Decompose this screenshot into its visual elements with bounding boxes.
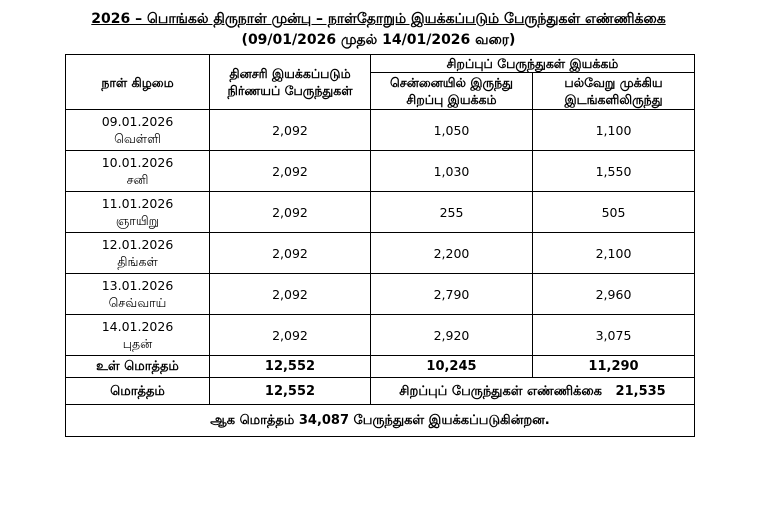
grand-total: ஆக மொத்தம் 34,087 பேருந்துகள் இயக்கப்படுகின்றன. [66, 405, 695, 437]
cell-date: 14.01.2026 [101, 319, 174, 334]
header-regular [210, 55, 371, 110]
total-label: மொத்தம் [66, 378, 210, 405]
table-row [66, 233, 695, 274]
cell-chennai: 1,050 [371, 110, 533, 151]
cell-other: 2,960 [533, 274, 695, 315]
cell-day: வெள்ளி [114, 131, 161, 146]
cell-other: 3,075 [533, 315, 695, 356]
document-subtitle: (09/01/2026 முதல் 14/01/2026 வரை) [241, 32, 516, 48]
cell-date-day [66, 315, 210, 356]
header-other-line1: பல்வேறு முக்கிய [564, 75, 663, 91]
cell-day: திங்கள் [117, 254, 158, 269]
table-row [66, 110, 695, 151]
total-special [371, 378, 695, 405]
subtotal-chennai: 10,245 [371, 356, 533, 378]
cell-date: 10.01.2026 [101, 155, 174, 170]
header-chennai-line2: சிறப்பு இயக்கம் [406, 92, 497, 108]
document-title [0, 9, 757, 29]
grand-total-row [66, 405, 695, 437]
table-row [66, 315, 695, 356]
table-row [66, 274, 695, 315]
cell-date-day [66, 192, 210, 233]
cell-regular: 2,092 [210, 192, 371, 233]
cell-day: சனி [126, 172, 149, 187]
header-other-line2: இடங்களிலிருந்து [564, 92, 663, 108]
cell-date: 13.01.2026 [101, 278, 174, 293]
cell-regular: 2,092 [210, 151, 371, 192]
cell-other: 2,100 [533, 233, 695, 274]
header-other [533, 73, 695, 110]
cell-chennai: 2,920 [371, 315, 533, 356]
cell-regular: 2,092 [210, 233, 371, 274]
cell-chennai: 255 [371, 192, 533, 233]
title-text: 2026 – பொங்கல் திருநாள் முன்பு – நாள்தோறும் இயக்கப்படும் பேருந்துகள் எண்ணிக்கை [91, 11, 666, 27]
cell-date-day [66, 110, 210, 151]
cell-chennai: 1,030 [371, 151, 533, 192]
cell-other: 1,550 [533, 151, 695, 192]
cell-date-day [66, 151, 210, 192]
header-regular-line1: தினசரி இயக்கப்படும் [229, 66, 351, 81]
cell-day: செவ்வாய் [108, 295, 167, 310]
header-chennai-line1: சென்னையில் இருந்து [390, 75, 513, 91]
total-row [66, 378, 695, 405]
cell-date: 11.01.2026 [101, 196, 174, 211]
cell-day: புதன் [122, 336, 153, 351]
cell-day: ஞாயிறு [115, 213, 160, 228]
subtotal-other: 11,290 [533, 356, 695, 378]
cell-other: 1,100 [533, 110, 695, 151]
cell-regular: 2,092 [210, 274, 371, 315]
subtotal-label: உள் மொத்தம் [66, 356, 210, 378]
header-special-group: சிறப்புப் பேருந்துகள் இயக்கம் [371, 55, 695, 73]
cell-date: 12.01.2026 [101, 237, 174, 252]
header-chennai [371, 73, 533, 110]
table-row [66, 151, 695, 192]
header-day: நாள் கிழமை [66, 55, 210, 110]
header-regular-line2: நிர்ணயப் பேருந்துகள் [227, 83, 353, 98]
cell-regular: 2,092 [210, 315, 371, 356]
cell-date-day [66, 233, 210, 274]
cell-chennai: 2,790 [371, 274, 533, 315]
subtotal-row [66, 356, 695, 378]
table-row [66, 192, 695, 233]
cell-date: 09.01.2026 [101, 114, 174, 129]
cell-chennai: 2,200 [371, 233, 533, 274]
total-regular: 12,552 [210, 378, 371, 405]
total-special-label: சிறப்புப் பேருந்துகள் எண்ணிக்கை [399, 383, 602, 399]
total-special-value: 21,535 [615, 383, 666, 399]
bus-count-table [65, 54, 695, 437]
cell-regular: 2,092 [210, 110, 371, 151]
subtotal-regular: 12,552 [210, 356, 371, 378]
cell-other: 505 [533, 192, 695, 233]
cell-date-day [66, 274, 210, 315]
